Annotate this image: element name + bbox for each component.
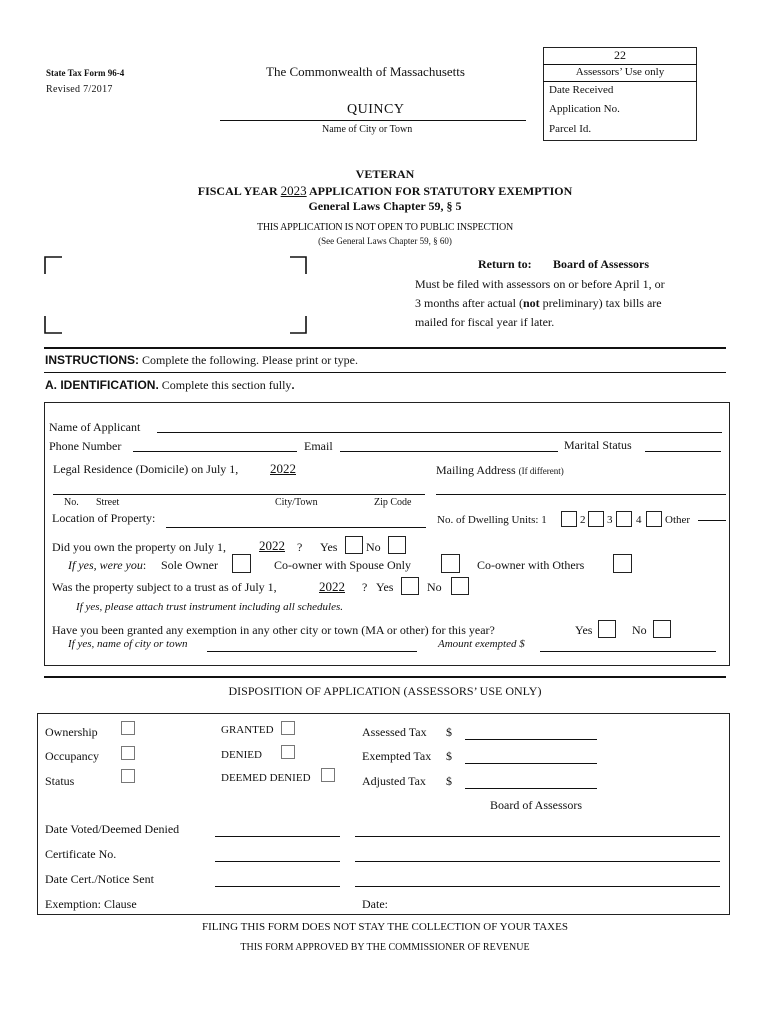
ownership-label: Ownership <box>45 725 98 739</box>
certificate-no-label: Certificate No. <box>45 847 117 861</box>
granted-checkbox[interactable] <box>281 721 295 735</box>
section-a-heading <box>45 378 294 393</box>
public-inspection-notice: THIS APPLICATION IS NOT OPEN TO PUBLIC INSPECTION <box>256 222 514 233</box>
instructions-line <box>45 353 358 368</box>
status-label: Status <box>45 774 75 788</box>
application-no-label: Application No. <box>549 103 620 115</box>
units-4-label: 4 <box>636 514 642 526</box>
deemed-denied-checkbox[interactable] <box>321 768 335 782</box>
occupancy-checkbox[interactable] <box>121 746 135 760</box>
title-fy-suffix: APPLICATION FOR STATUTORY EXEMPTION <box>306 184 573 198</box>
assessed-tax-label: Assessed Tax <box>362 725 427 739</box>
applicant-name-field[interactable] <box>157 432 722 433</box>
exempted-tax-field[interactable] <box>465 763 597 764</box>
deemed-denied-label: DEEMED DENIED <box>221 772 311 784</box>
assessors-box-title: Assessors’ Use only <box>575 66 665 78</box>
instructions-text: Complete the following. Please print or type. <box>142 353 358 367</box>
occupancy-label: Occupancy <box>45 749 99 763</box>
own-question-year: 2022 <box>259 538 285 553</box>
status-checkbox[interactable] <box>121 769 135 783</box>
instructions-thin-rule <box>44 372 726 373</box>
footer-line1: FILING THIS FORM DOES NOT STAY THE COLLECTION OF YOUR TAXES <box>202 921 568 933</box>
trust-question-mark: ? <box>362 580 368 594</box>
units-4-checkbox[interactable] <box>646 511 662 527</box>
units-other-field[interactable] <box>698 520 726 521</box>
city-caption: Name of City or Town <box>322 124 413 135</box>
applicant-name-label: Name of Applicant <box>49 420 141 434</box>
exemption-clause-label: Exemption: Clause <box>45 897 137 911</box>
section-a-dot: . <box>291 378 295 392</box>
signature-line-2[interactable] <box>355 861 720 862</box>
adjusted-tax-field[interactable] <box>465 788 597 789</box>
trust-yes-checkbox[interactable] <box>401 577 419 595</box>
filing-deadline-line1: Must be filed with assessors on or before April 1, or <box>415 277 665 291</box>
exemption-question-label: Have you been granted any exemption in any other city or town (MA or other) for this year? <box>52 623 495 637</box>
coowner-others-checkbox[interactable] <box>613 554 632 573</box>
units-3-checkbox[interactable] <box>616 511 632 527</box>
filing-deadline-line2 <box>415 296 662 311</box>
if-yes-were-you <box>68 558 146 573</box>
mailing-address-text: Mailing Address <box>436 463 516 477</box>
trust-question-label: Was the property subject to a trust as of July 1, <box>52 580 277 594</box>
adjusted-tax-dollar: $ <box>446 774 452 788</box>
date-label: Date: <box>362 897 388 911</box>
sole-owner-label: Sole Owner <box>161 558 218 572</box>
coowner-spouse-checkbox[interactable] <box>441 554 460 573</box>
mailing-address-field[interactable] <box>436 494 726 495</box>
exemption-yes-label: Yes <box>575 623 593 637</box>
revised-date: Revised 7/2017 <box>46 84 113 95</box>
adjusted-tax-label: Adjusted Tax <box>362 774 426 788</box>
own-no-label: No <box>366 540 381 554</box>
footer-line2: THIS FORM APPROVED BY THE COMMISSIONER OF REVENUE <box>240 942 530 953</box>
exemption-no-label: No <box>632 623 647 637</box>
date-voted-field[interactable] <box>215 836 340 837</box>
filing-deadline-line3: mailed for fiscal year if later. <box>415 315 555 329</box>
location-field[interactable] <box>166 527 426 528</box>
city-name[interactable]: QUINCY <box>347 102 405 117</box>
email-label: Email <box>304 439 333 453</box>
coowner-others-label: Co-owner with Others <box>477 558 585 572</box>
disposition-rule <box>44 676 726 678</box>
denied-checkbox[interactable] <box>281 745 295 759</box>
other-city-label: If yes, name of city or town <box>68 638 188 650</box>
section-a-text: Complete this section fully <box>161 378 292 392</box>
if-yes-colon: : <box>142 558 147 572</box>
exempted-tax-dollar: $ <box>446 749 452 763</box>
ownership-checkbox[interactable] <box>121 721 135 735</box>
date-cert-field[interactable] <box>215 886 340 887</box>
marital-status-field[interactable] <box>645 451 721 452</box>
other-city-field[interactable] <box>207 651 417 652</box>
inspection-reference: (See General Laws Chapter 59, § 60) <box>318 236 452 246</box>
legal-residence-label: Legal Residence (Domicile) on July 1, <box>53 462 239 476</box>
deadline-l2-prefix: 3 months after actual ( <box>415 296 523 310</box>
disposition-title: DISPOSITION OF APPLICATION (ASSESSORS’ USE ONLY) <box>228 684 542 698</box>
mailing-address-note: (If different) <box>518 466 564 476</box>
if-yes-were-text: If yes, were you <box>68 558 143 572</box>
own-question-mark: ? <box>297 540 303 554</box>
exemption-no-checkbox[interactable] <box>653 620 671 638</box>
own-question-label: Did you own the property on July 1, <box>52 540 226 554</box>
phone-label: Phone Number <box>49 439 122 453</box>
return-to-label: Return to: <box>478 257 532 271</box>
assessed-tax-dollar: $ <box>446 725 452 739</box>
deadline-l2-suffix: preliminary) tax bills are <box>539 296 662 310</box>
zip-caption: Zip Code <box>374 497 412 508</box>
commonwealth-title: The Commonwealth of Massachusetts <box>266 64 465 79</box>
own-no-checkbox[interactable] <box>388 536 406 554</box>
trust-note: If yes, please attach trust instrument including all schedules. <box>76 601 344 613</box>
address-window-marks <box>44 256 308 336</box>
board-of-assessors-label: Board of Assessors <box>490 798 582 812</box>
mailing-address-label <box>436 463 564 478</box>
parcel-id-label: Parcel Id. <box>549 123 592 135</box>
amount-exempted-field[interactable] <box>540 651 716 652</box>
units-other-label: Other <box>665 514 691 526</box>
dwelling-units-label: No. of Dwelling Units: 1 <box>437 514 547 526</box>
assessors-box-number: 22 <box>614 48 626 62</box>
street-caption: Street <box>96 497 120 508</box>
title-fy-prefix: FISCAL YEAR <box>197 184 281 198</box>
granted-label: GRANTED <box>221 724 274 736</box>
city-town-caption: City/Town <box>275 497 318 508</box>
own-yes-checkbox[interactable] <box>345 536 363 554</box>
city-underline <box>220 120 526 121</box>
return-to-board: Board of Assessors <box>553 257 650 271</box>
date-cert-label: Date Cert./Notice Sent <box>45 872 154 886</box>
signature-line-1[interactable] <box>355 836 720 837</box>
deadline-not: not <box>522 296 540 310</box>
email-field[interactable] <box>340 451 558 452</box>
phone-field[interactable] <box>133 451 297 452</box>
assessors-box-divider-1 <box>543 64 697 65</box>
trust-no-checkbox[interactable] <box>451 577 469 595</box>
no-caption: No. <box>64 497 79 508</box>
instructions-rule <box>44 347 726 349</box>
units-2-checkbox[interactable] <box>588 511 604 527</box>
legal-residence-year: 2022 <box>270 461 296 476</box>
section-a-label: A. IDENTIFICATION. <box>45 378 159 392</box>
certificate-no-field[interactable] <box>215 861 340 862</box>
title-fiscal-year-line <box>0 183 770 199</box>
instructions-label: INSTRUCTIONS: <box>45 353 139 367</box>
units-2-label: 2 <box>580 514 586 526</box>
denied-label: DENIED <box>221 749 262 761</box>
assessors-box-divider-2 <box>543 81 697 82</box>
assessed-tax-field[interactable] <box>465 739 597 740</box>
exemption-yes-checkbox[interactable] <box>598 620 616 638</box>
legal-residence-field[interactable] <box>53 494 425 495</box>
sole-owner-checkbox[interactable] <box>232 554 251 573</box>
title-fiscal-year: 2023 <box>280 183 307 198</box>
title-chapter: General Laws Chapter 59, § 5 <box>308 199 462 213</box>
trust-no-label: No <box>427 580 442 594</box>
date-voted-label: Date Voted/Deemed Denied <box>45 822 180 836</box>
units-1-checkbox[interactable] <box>561 511 577 527</box>
coowner-spouse-label: Co-owner with Spouse Only <box>274 558 411 572</box>
amount-exempted-label: Amount exempted $ <box>438 638 525 650</box>
location-label: Location of Property: <box>52 511 156 525</box>
title-veteran: VETERAN <box>355 167 415 181</box>
trust-yes-label: Yes <box>376 580 394 594</box>
form-id: State Tax Form 96-4 <box>46 68 125 78</box>
own-yes-label: Yes <box>320 540 338 554</box>
date-received-label: Date Received <box>549 84 614 96</box>
marital-status-label: Marital Status <box>564 438 632 452</box>
exempted-tax-label: Exempted Tax <box>362 749 432 763</box>
trust-question-year: 2022 <box>319 579 345 594</box>
signature-line-3[interactable] <box>355 886 720 887</box>
units-3-label: 3 <box>607 514 613 526</box>
